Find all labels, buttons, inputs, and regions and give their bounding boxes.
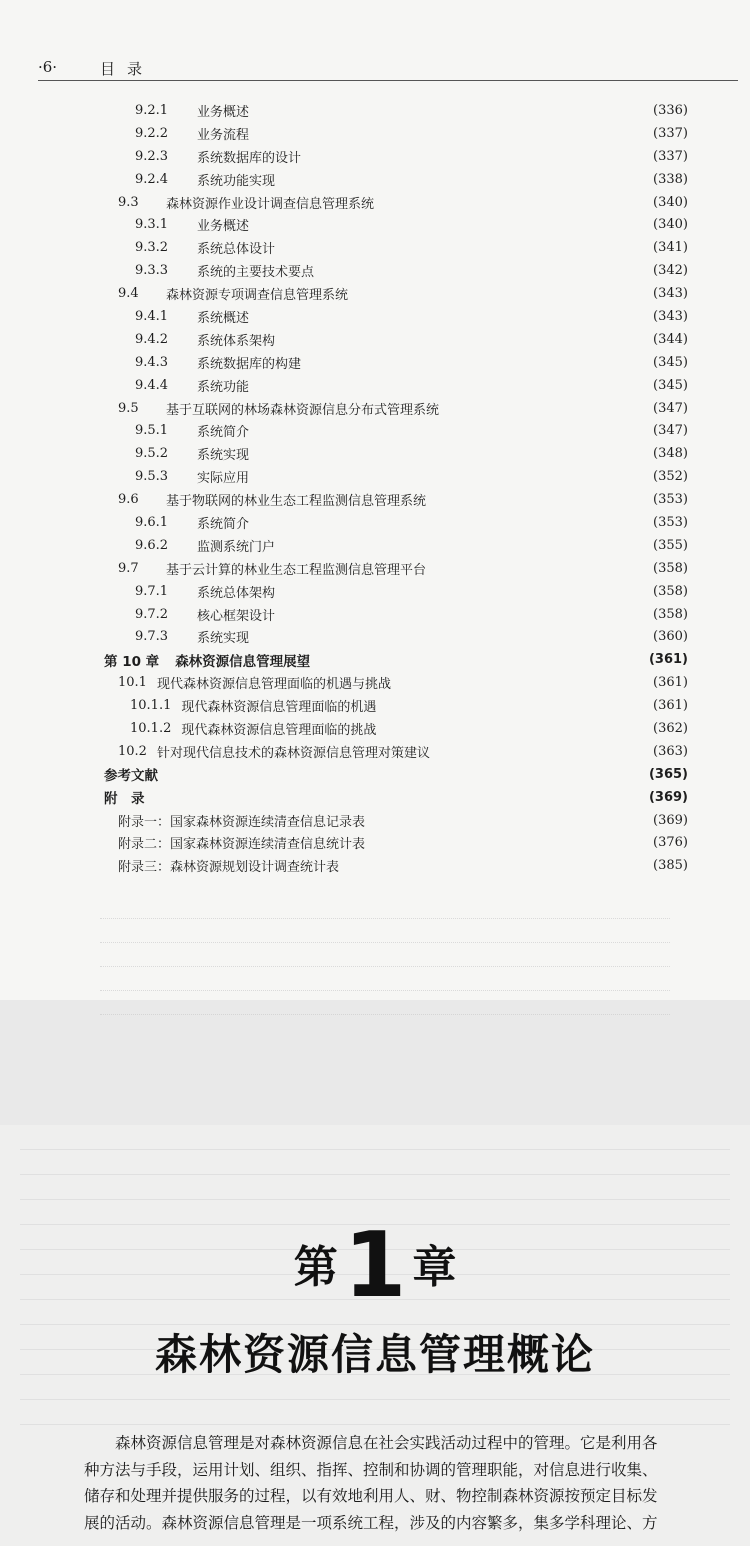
toc-leader-dots: [253, 220, 630, 230]
toc-entry-number: 9.5.3: [135, 469, 169, 485]
toc-entry-page: (385): [653, 858, 688, 874]
bleed-through-lines: [100, 895, 670, 1015]
toc-entry: [0, 488, 750, 511]
toc-entry-page: (369): [648, 789, 688, 805]
toc-entry-page: (343): [653, 308, 688, 324]
toc-entry-number: 10.1.1: [130, 698, 172, 714]
toc-entry: [0, 511, 750, 534]
toc-entry-number: 9.4.4: [135, 377, 169, 393]
toc-entry-number: 9.3.2: [135, 240, 169, 256]
toc-entry-number: 9.5.1: [135, 423, 169, 439]
toc-entry-number: 9.2.2: [135, 125, 169, 141]
toc-entry-page: (338): [653, 171, 688, 187]
toc-entry: [0, 419, 750, 442]
toc-entry-number: 9.6.2: [135, 537, 169, 553]
toc-entry-title: 附录三：森林资源规划设计调查统计表: [118, 860, 340, 876]
toc-leader-dots: [378, 197, 630, 207]
toc-entry-title: 核心框架设计: [197, 608, 276, 624]
toc-entry-number: 9.3.3: [135, 263, 169, 279]
toc-entry-page: (358): [653, 583, 688, 599]
toc-leader-dots: [279, 540, 630, 550]
toc-entry-title: 系统总体设计: [197, 242, 276, 258]
toc-entry-title: 系统简介: [197, 516, 250, 532]
toc-entry: [0, 328, 750, 351]
toc-entry-page: (352): [653, 469, 688, 485]
toc-entry-number: 9.3.1: [135, 217, 169, 233]
toc-entry-page: (345): [653, 377, 688, 393]
toc-entry: [0, 740, 750, 763]
toc-entry-title: 系统的主要技术要点: [197, 265, 315, 281]
toc-leader-dots: [253, 426, 630, 436]
toc-entry-page: (358): [653, 606, 688, 622]
toc-entry-page: (365): [648, 766, 688, 782]
toc-entry-page: (340): [653, 217, 688, 233]
toc-entry-number: 9.4.1: [135, 308, 169, 324]
toc-entry-title: 系统功能: [197, 379, 250, 395]
toc-entry: [0, 145, 750, 168]
toc-leader-dots: [253, 380, 630, 390]
toc-entry: [0, 832, 750, 855]
toc-entry-page: (343): [653, 286, 688, 302]
toc-entry-page: (353): [653, 514, 688, 530]
toc-entry: [0, 213, 750, 236]
toc-entry-title: 基于云计算的林业生态工程监测信息管理平台: [166, 562, 427, 578]
toc-entry-title: 森林资源作业设计调查信息管理系统: [166, 196, 375, 212]
toc-leader-dots: [279, 609, 630, 619]
toc-leader-dots: [443, 403, 630, 413]
toc-entry: [0, 625, 750, 648]
toc-entry-number: 9.2.3: [135, 148, 169, 164]
toc-leader-dots: [434, 746, 630, 756]
toc-entry-title: 监测系统门户: [197, 539, 276, 555]
toc-entry-page: (336): [653, 102, 688, 118]
toc-entry-page: (340): [653, 194, 688, 210]
toc-leader-dots: [305, 151, 630, 161]
toc-entry-number: 10.1: [118, 675, 147, 691]
toc-entry-page: (347): [653, 423, 688, 439]
toc-entry: [0, 122, 750, 145]
toc-entry-number: 9.5: [118, 400, 139, 416]
body-line: 森林资源信息管理是对森林资源信息在社会实践活动过程中的管理。它是利用各: [84, 1434, 658, 1452]
toc-leader-dots: [352, 289, 630, 299]
toc-entry-page: (363): [653, 743, 688, 759]
toc-entry-title: 森林资源信息管理展望: [175, 653, 311, 670]
toc-entry-title: 系统数据库的设计: [197, 150, 302, 166]
toc-leader-dots: [369, 838, 630, 848]
toc-entry-number: 9.2.4: [135, 171, 169, 187]
toc-entry: [0, 763, 750, 786]
toc-entry: [0, 236, 750, 259]
toc-entry: [0, 557, 750, 580]
toc-entry-number: 9.4: [118, 286, 139, 302]
toc-entry-page: (362): [653, 720, 688, 736]
toc-leader-dots: [253, 105, 630, 115]
toc-entry: [0, 99, 750, 122]
toc-entry-page: (358): [653, 560, 688, 576]
toc-leader-dots: [369, 815, 630, 825]
toc-entry-page: (361): [653, 675, 688, 691]
toc-entry: [0, 786, 750, 809]
toc-entry-number: 9.7.3: [135, 629, 169, 645]
toc-entry-page: (376): [653, 835, 688, 851]
toc-entry-title: 基于物联网的林业生态工程监测信息管理系统: [166, 494, 427, 510]
toc-entry-number: 附 录: [104, 791, 145, 808]
toc-entry: [0, 397, 750, 420]
toc-leader-dots: [395, 678, 630, 688]
page-number: ·6·: [38, 58, 58, 76]
toc-entry-title: 基于互联网的林场森林资源信息分布式管理系统: [166, 402, 440, 418]
toc-entry-page: (337): [653, 148, 688, 164]
toc-entry: [0, 351, 750, 374]
running-title: 目录: [100, 60, 155, 78]
toc-entry-title: 现代森林资源信息管理面临的机遇与挑战: [156, 677, 391, 693]
toc-entry: [0, 580, 750, 603]
toc-entry-title: 系统实现: [197, 631, 250, 647]
toc-entry-number: 9.7.1: [135, 583, 169, 599]
toc-leader-dots: [253, 128, 630, 138]
toc-entry-number: 9.7: [118, 560, 139, 576]
toc-entry: [0, 717, 750, 740]
toc-entry-number: 9.4.3: [135, 354, 169, 370]
toc-entry-number: 9.3: [118, 194, 139, 210]
chapter-number-digit: 1: [343, 1213, 407, 1318]
toc-entry: [0, 442, 750, 465]
chapter-suffix: 章: [412, 1242, 457, 1293]
toc-leader-dots: [178, 769, 630, 779]
toc-entry-title: 系统数据库的构建: [197, 356, 302, 372]
toc-entry-title: 针对现代信息技术的森林资源信息管理对策建议: [156, 745, 430, 761]
toc-entry-number: 9.5.2: [135, 446, 169, 462]
toc-leader-dots: [279, 243, 630, 253]
toc-entry-number: 10.2: [118, 743, 147, 759]
toc-entry: [0, 648, 750, 671]
toc-leader-dots: [253, 449, 630, 459]
toc-leader-dots: [279, 174, 630, 184]
toc-entry: [0, 191, 750, 214]
toc-entry-page: (341): [653, 240, 688, 256]
toc-leader-dots: [165, 792, 631, 802]
header-rule: [38, 80, 738, 81]
toc-entry-page: (369): [653, 812, 688, 828]
toc-entry-number: 10.1.2: [130, 720, 172, 736]
toc-entry-page: (360): [653, 629, 688, 645]
toc-entry: [0, 259, 750, 282]
toc-entry-page: (342): [653, 263, 688, 279]
chapter-prefix: 第: [293, 1242, 338, 1293]
toc-entry: [0, 168, 750, 191]
toc-entry: [0, 854, 750, 877]
toc-entry-page: (361): [648, 652, 688, 668]
toc-entry-title: 附录一：国家森林资源连续清查信息记录表: [118, 814, 366, 830]
body-line: 展的活动。森林资源信息管理是一项系统工程，涉及的内容繁多，集多学科理论、方: [84, 1513, 658, 1532]
toc-leader-dots: [343, 861, 630, 871]
toc-leader-dots: [253, 472, 630, 482]
toc-leader-dots: [380, 701, 630, 711]
toc-entry-page: (344): [653, 331, 688, 347]
body-line: 种方法与手段，运用计划、组织、指挥、控制和协调的管理职能，对信息进行收集、: [84, 1460, 658, 1479]
toc-leader-dots: [318, 266, 630, 276]
toc-entry-title: 实际应用: [197, 471, 250, 487]
toc-entry: [0, 671, 750, 694]
toc-entry-number: 9.4.2: [135, 331, 169, 347]
toc-entry-page: (348): [653, 446, 688, 462]
toc-entry-number: 9.2.1: [135, 102, 169, 118]
toc-entry-title: 现代森林资源信息管理面临的挑战: [181, 722, 377, 738]
toc-entry: [0, 305, 750, 328]
toc-entry-title: 业务流程: [197, 127, 250, 143]
toc-entry: [0, 374, 750, 397]
toc-leader-dots: [305, 357, 630, 367]
toc-leader-dots: [279, 334, 630, 344]
toc-leader-dots: [279, 586, 630, 596]
toc-entry-title: 业务概述: [197, 219, 250, 235]
toc-entry-title: 系统体系架构: [197, 333, 276, 349]
toc-leader-dots: [253, 517, 630, 527]
toc-entry-title: 附录二：国家森林资源连续清查信息统计表: [118, 837, 366, 853]
toc-leader-dots: [253, 632, 630, 642]
toc-entry-page: (345): [653, 354, 688, 370]
toc-entry-page: (361): [653, 698, 688, 714]
toc-entry-title: 现代森林资源信息管理面临的机遇: [181, 700, 377, 716]
page-header: [38, 58, 738, 82]
toc-entry: [0, 809, 750, 832]
chapter-number: [0, 1213, 750, 1318]
toc-entry-number: 参考文献: [104, 768, 158, 785]
toc-entry-title: 系统简介: [197, 425, 250, 441]
toc-entry: [0, 534, 750, 557]
toc-leader-dots: [430, 495, 630, 505]
toc-entry-page: (355): [653, 537, 688, 553]
toc-leader-dots: [253, 311, 630, 321]
toc-entry: [0, 465, 750, 488]
body-line: 储存和处理并提供服务的过程，以有效地利用人、财、物控制森林资源按预定目标发: [84, 1487, 658, 1505]
toc-entry-title: 业务概述: [197, 104, 250, 120]
chapter-intro-paragraph: [84, 1430, 684, 1536]
toc-entry: [0, 603, 750, 626]
toc-leader-dots: [430, 563, 630, 573]
toc-entry-number: 9.7.2: [135, 606, 169, 622]
toc-entry-number: 9.6.1: [135, 514, 169, 530]
toc-entry-page: (337): [653, 125, 688, 141]
toc-entry-title: 森林资源专项调查信息管理系统: [166, 288, 349, 304]
toc-leader-dots: [380, 723, 630, 733]
toc-leader-dots: [314, 655, 630, 665]
toc-entry-title: 系统实现: [197, 448, 250, 464]
toc-entry-number: 第 10 章: [104, 653, 160, 670]
toc-entry-title: 系统功能实现: [197, 173, 276, 189]
table-of-contents: [0, 99, 750, 877]
chapter-title: 森林资源信息管理概论: [154, 1330, 595, 1379]
toc-entry-number: 9.6: [118, 492, 139, 508]
toc-entry-page: (353): [653, 492, 688, 508]
toc-entry: [0, 694, 750, 717]
toc-entry-title: 系统概述: [197, 310, 250, 326]
toc-entry-page: (347): [653, 400, 688, 416]
toc-entry-title: 系统总体架构: [197, 585, 276, 601]
toc-entry: [0, 282, 750, 305]
